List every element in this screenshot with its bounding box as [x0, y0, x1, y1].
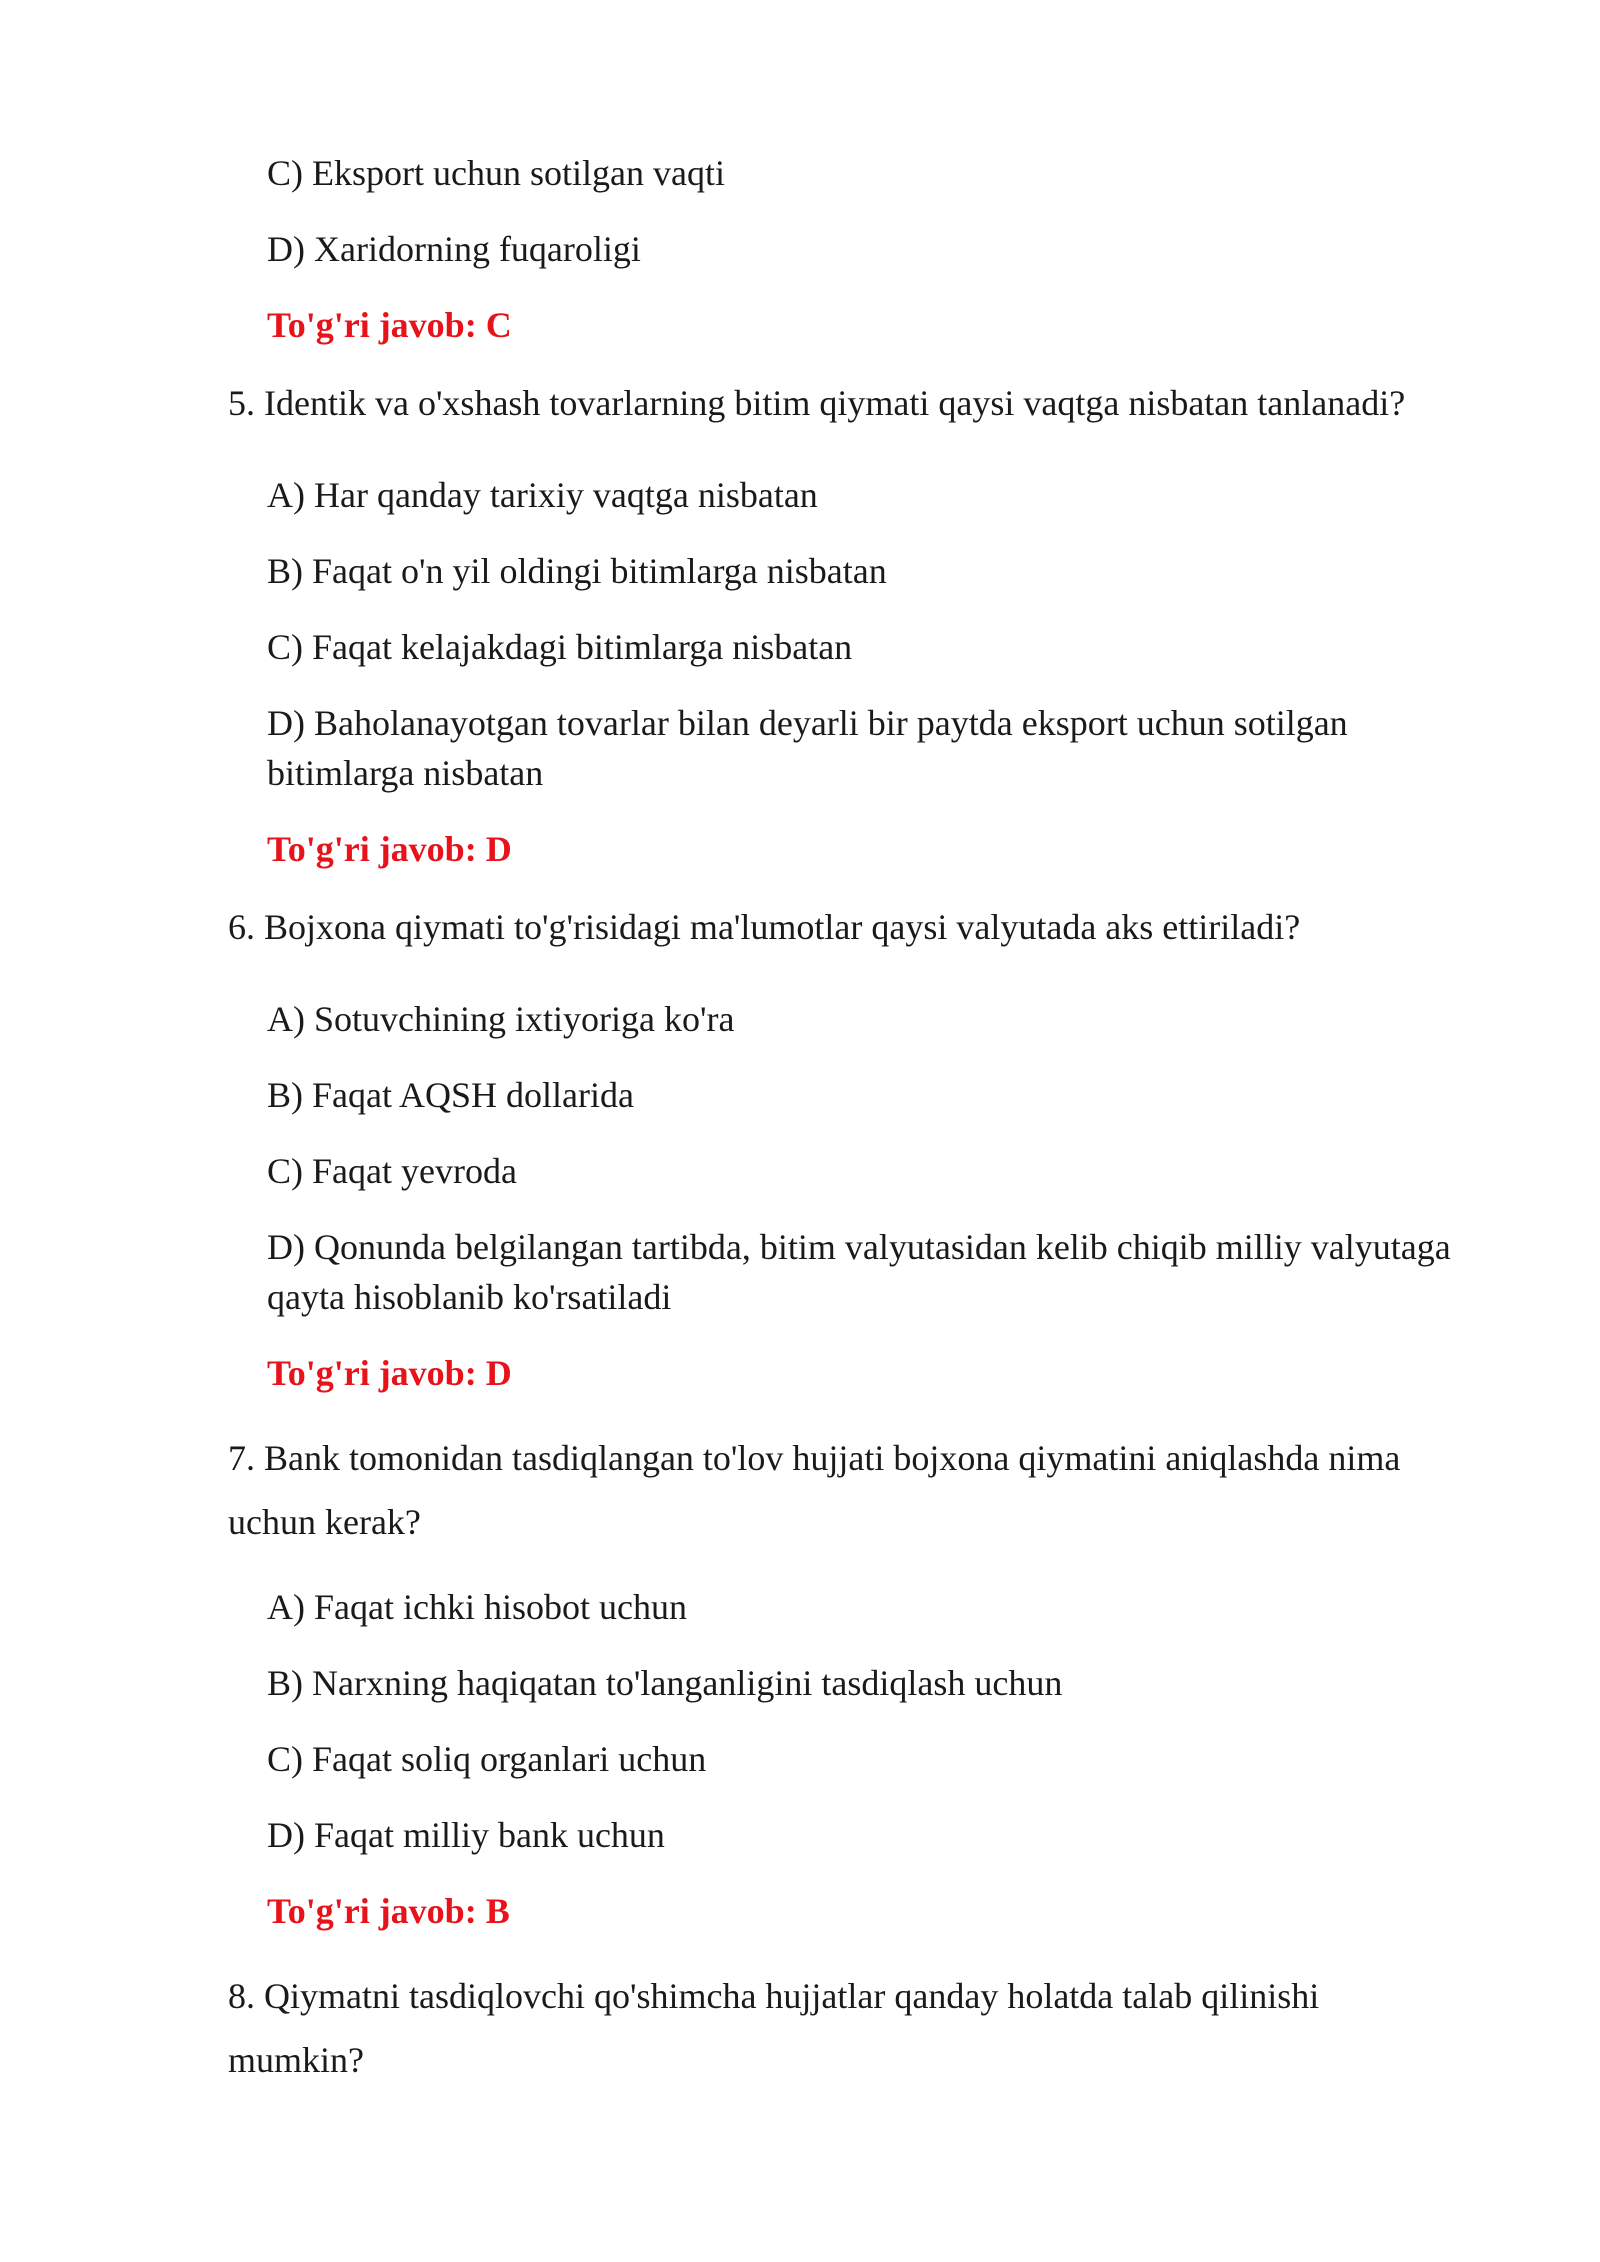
question-7: 7. Bank tomonidan tasdiqlangan to'lov hujjati bojxona qiymatini aniqlashda nima uchun kerak?	[228, 1438, 1401, 1542]
option-c: C) Faqat soliq organlari uchun	[267, 1739, 707, 1779]
correct-answer: To'g'ri javob: C	[267, 305, 512, 345]
option-b: B) Narxning haqiqatan to'langanligini tasdiqlash uchun	[267, 1663, 1063, 1703]
option-b: B) Faqat o'n yil oldingi bitimlarga nisbatan	[267, 551, 887, 591]
option-d: D) Faqat milliy bank uchun	[267, 1815, 665, 1855]
option-a: A) Faqat ichki hisobot uchun	[267, 1587, 687, 1627]
correct-answer: To'g'ri javob: B	[267, 1891, 510, 1931]
option-a: A) Sotuvchining ixtiyoriga ko'ra	[267, 999, 735, 1039]
option-a: A) Har qanday tarixiy vaqtga nisbatan	[267, 475, 818, 515]
option-c: C) Faqat yevroda	[267, 1151, 517, 1191]
option-c: C) Eksport uchun sotilgan vaqti	[267, 153, 725, 193]
correct-answer: To'g'ri javob: D	[267, 829, 512, 869]
option-d: D) Baholanayotgan tovarlar bilan deyarli bir paytda eksport uchun sotilgan bitimlarga nisbatan	[267, 703, 1348, 793]
question-5: 5. Identik va o'xshash tovarlarning bitim qiymati qaysi vaqtga nisbatan tanlanadi?	[228, 383, 1406, 423]
option-d: D) Qonunda belgilangan tartibda, bitim valyutasidan kelib chiqib milliy valyutaga qayta hisoblanib ko'rsatiladi	[267, 1227, 1451, 1317]
option-d: D) Xaridorning fuqaroligi	[267, 229, 641, 269]
option-b: B) Faqat AQSH dollarida	[267, 1075, 634, 1115]
option-c: C) Faqat kelajakdagi bitimlarga nisbatan	[267, 627, 853, 667]
correct-answer: To'g'ri javob: D	[267, 1353, 512, 1393]
question-6: 6. Bojxona qiymati to'g'risidagi ma'lumotlar qaysi valyutada aks ettiriladi?	[228, 907, 1301, 947]
question-8: 8. Qiymatni tasdiqlovchi qo'shimcha hujjatlar qanday holatda talab qilinishi mumkin?	[228, 1976, 1320, 2080]
